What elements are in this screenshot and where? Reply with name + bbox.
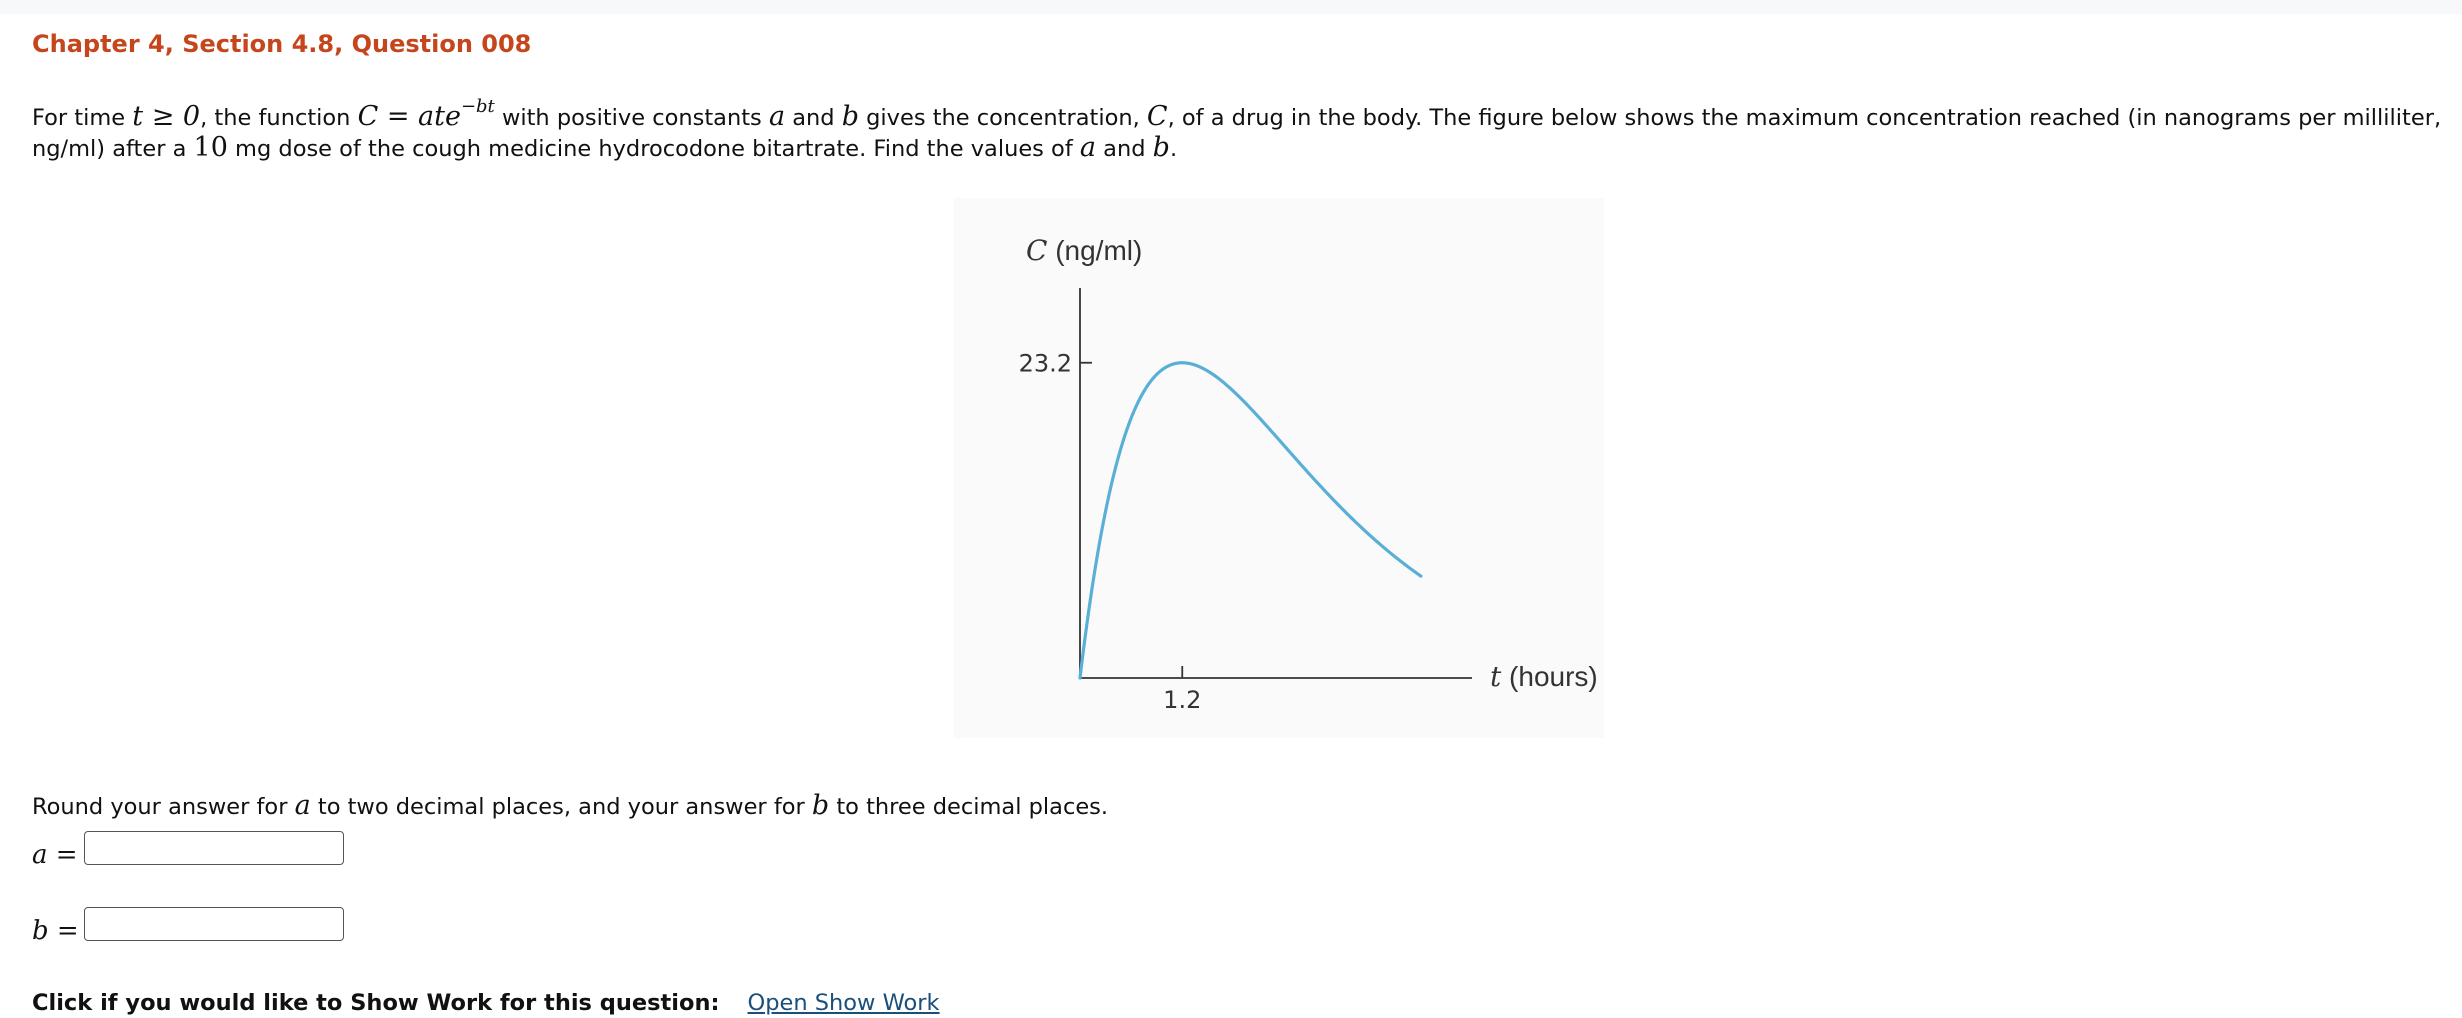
x-ticks <box>1163 666 1201 714</box>
prompt-text: , the function <box>200 105 358 131</box>
math-a: a <box>1079 132 1097 163</box>
y-axis-label: C (ng/ml) <box>1026 234 1143 267</box>
top-strip <box>0 0 2462 14</box>
prompt-text: , of a drug in the body. The figure below shows the maximum concentration reached (in nanograms per milliliter, ng/ml) after a <box>32 105 2442 162</box>
show-work-label: Click if you would like to Show Work for this question: <box>32 990 720 1016</box>
math-b: b <box>841 101 859 132</box>
prompt-text: For time <box>32 105 133 131</box>
a-label: a = <box>32 840 78 870</box>
y-tick-label: 23.2 <box>1018 349 1072 378</box>
math-b: b <box>811 790 830 821</box>
prompt-text: with positive constants <box>494 105 769 131</box>
math-function: C = ate <box>357 101 461 132</box>
math-dose: 10 <box>193 132 228 163</box>
math-c: C <box>1146 101 1168 132</box>
a-answer-input[interactable] <box>84 831 344 865</box>
show-work-row <box>32 990 940 1016</box>
open-show-work-link[interactable]: Open Show Work <box>747 990 940 1016</box>
concentration-curve <box>1080 363 1421 678</box>
rounding-text: to three decimal places. <box>829 794 1109 820</box>
x-tick-label: 1.2 <box>1163 686 1202 714</box>
concentration-chart <box>954 198 1604 738</box>
prompt-text: and <box>785 105 842 131</box>
rounding-text: Round your answer for <box>32 794 295 820</box>
b-answer-input[interactable] <box>84 907 344 941</box>
x-axis-label: t (hours) <box>1490 660 1598 693</box>
question-title: Chapter 4, Section 4.8, Question 008 <box>32 30 532 58</box>
concentration-figure <box>954 198 1604 738</box>
b-label: b = <box>32 916 79 946</box>
prompt-text: . <box>1169 136 1178 162</box>
math-b: b <box>1152 132 1170 163</box>
prompt-text: gives the concentration, <box>858 105 1147 131</box>
answer-row-a <box>32 826 344 870</box>
math-t-condition: t ≥ 0 <box>132 101 201 132</box>
y-ticks <box>1019 350 1092 378</box>
prompt-text: and <box>1096 136 1153 162</box>
math-exponent: −bt <box>460 96 495 117</box>
rounding-instructions <box>32 790 1108 821</box>
question-prompt <box>32 92 2452 164</box>
math-a: a <box>294 790 311 821</box>
prompt-text: mg dose of the cough medicine hydrocodone bitartrate. Find the values of <box>227 136 1080 162</box>
rounding-text: to two decimal places, and your answer for <box>310 794 812 820</box>
math-a: a <box>768 101 786 132</box>
answer-row-b <box>32 902 344 946</box>
